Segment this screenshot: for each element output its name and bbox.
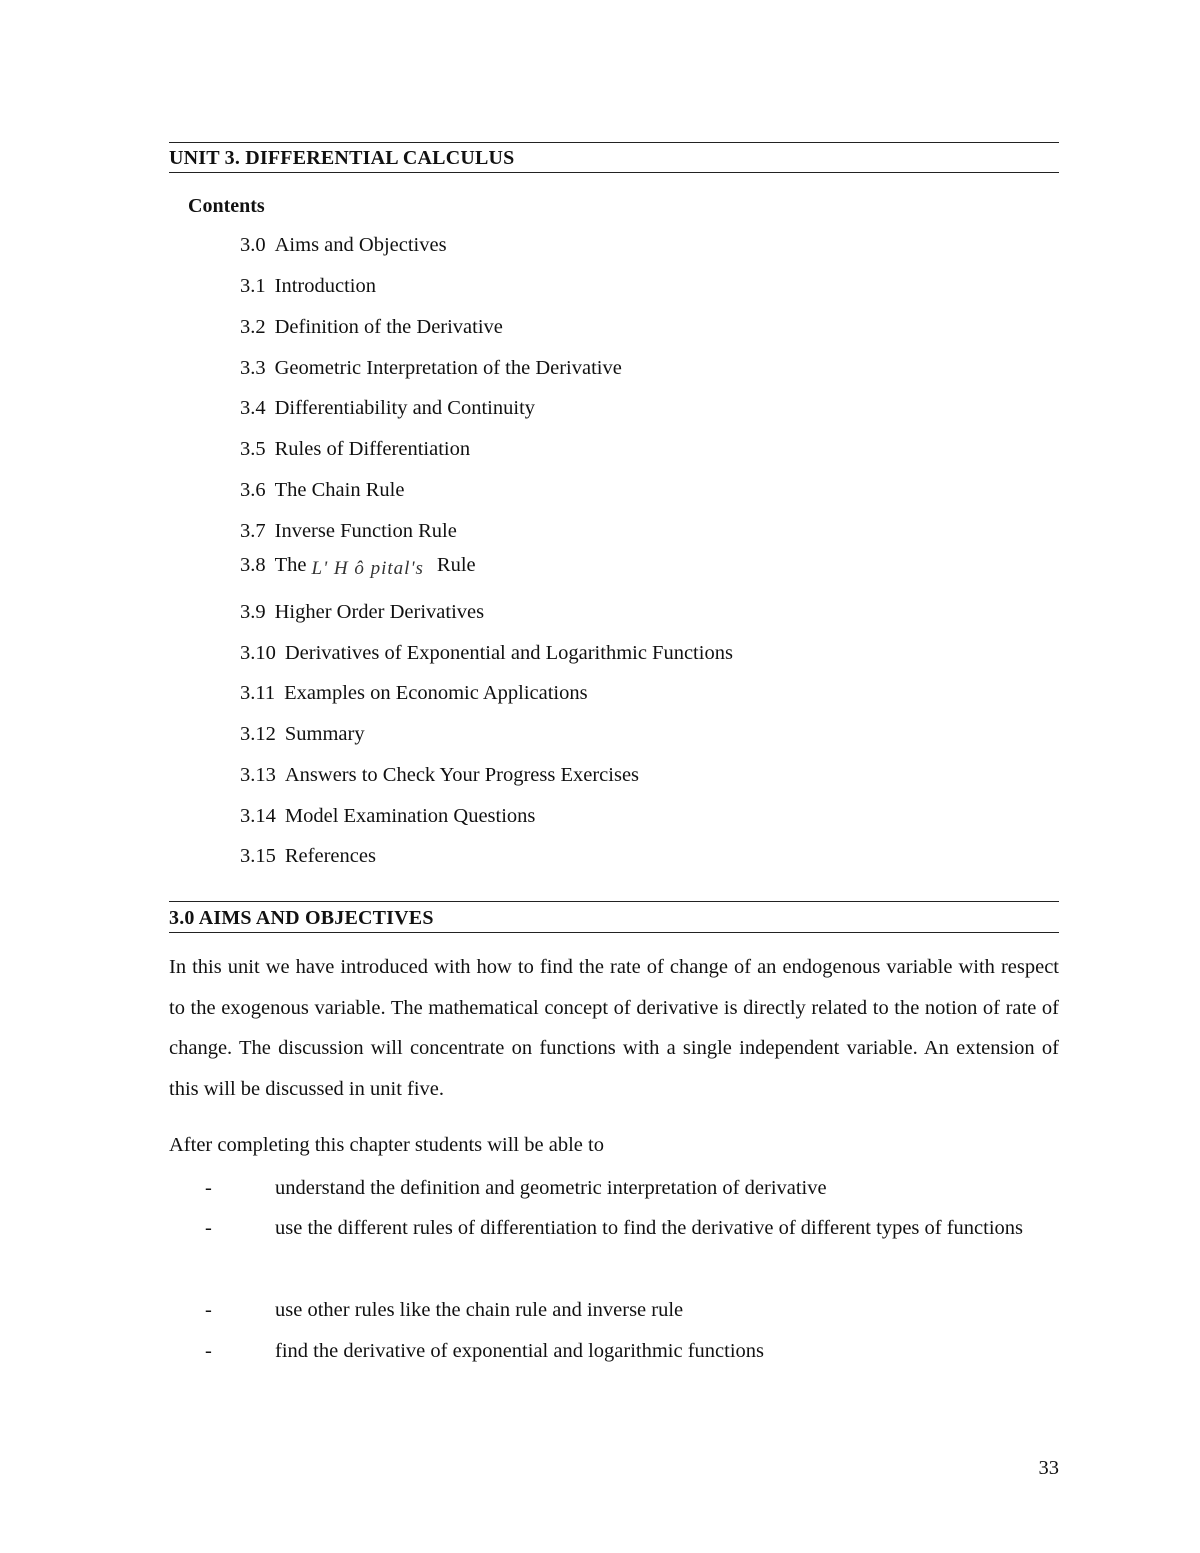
toc-number: 3.8 <box>240 554 266 576</box>
toc-number: 3.3 <box>240 357 266 379</box>
toc-title: Definition of the Derivative <box>274 316 503 338</box>
toc-number: 3.11 <box>240 682 276 704</box>
bullet-dash: - <box>205 1177 212 1199</box>
toc-item-3-2 <box>240 316 503 339</box>
toc-item-3-12 <box>240 723 365 746</box>
toc-item-3-14 <box>240 805 535 828</box>
toc-number: 3.5 <box>240 438 266 460</box>
toc-item-3-10 <box>240 642 733 665</box>
toc-number: 3.15 <box>240 845 276 867</box>
contents-label: Contents <box>188 195 265 217</box>
toc-item-3-6 <box>240 479 404 502</box>
toc-number: 3.9 <box>240 601 266 623</box>
list-item <box>205 1208 1059 1249</box>
toc-title: Differentiability and Continuity <box>274 397 536 419</box>
toc-title: Model Examination Questions <box>284 805 536 827</box>
toc-number: 3.1 <box>240 275 266 297</box>
toc-number: 3.10 <box>240 642 276 664</box>
unit-heading: UNIT 3. DIFFERENTIAL CALCULUS <box>169 147 515 169</box>
top-rule-lower <box>169 172 1059 173</box>
bullet-text: understand the definition and geometric interpretation of derivative <box>275 1177 827 1199</box>
toc-item-3-5 <box>240 438 470 461</box>
toc-title: Answers to Check Your Progress Exercises <box>284 764 640 786</box>
toc-number: 3.6 <box>240 479 266 501</box>
list-item <box>205 1168 1059 1209</box>
toc-item-3-13 <box>240 764 639 787</box>
toc-number: 3.4 <box>240 397 266 419</box>
toc-item-3-9 <box>240 601 484 624</box>
lhopital-math: L' H ô pital's <box>311 558 424 579</box>
section-heading: 3.0 AIMS AND OBJECTIVES <box>169 907 434 929</box>
toc-item-3-4 <box>240 397 535 420</box>
bullet-dash: - <box>205 1299 212 1321</box>
toc-item-3-0 <box>240 234 447 257</box>
toc-item-3-1 <box>240 275 376 298</box>
bullet-text: use the different rules of differentiation to find the derivative of different types of functions <box>275 1217 1024 1239</box>
toc-number: 3.13 <box>240 764 276 786</box>
toc-title: References <box>284 845 376 867</box>
toc-number: 3.12 <box>240 723 276 745</box>
list-item <box>205 1331 1059 1372</box>
toc-title: Higher Order Derivatives <box>274 601 485 623</box>
toc-number: 3.14 <box>240 805 276 827</box>
toc-title: Summary <box>284 723 365 745</box>
toc-title-suffix: Rule <box>436 554 476 576</box>
toc-title: Derivatives of Exponential and Logarithmic Functions <box>284 642 733 664</box>
toc-title: Geometric Interpretation of the Derivative <box>274 357 622 379</box>
bullet-dash: - <box>205 1217 212 1239</box>
list-item <box>205 1290 1059 1331</box>
objectives-lead-in: After completing this chapter students will be able to <box>169 1134 604 1156</box>
section-rule-lower <box>169 932 1059 933</box>
toc-title: Examples on Economic Applications <box>284 682 588 704</box>
bullet-dash: - <box>205 1340 212 1362</box>
toc-number: 3.2 <box>240 316 266 338</box>
toc-number: 3.0 <box>240 234 266 256</box>
page-number: 33 <box>1038 1457 1059 1479</box>
bullet-text: use other rules like the chain rule and inverse rule <box>275 1299 684 1321</box>
toc-item-3-7 <box>240 520 457 543</box>
toc-number: 3.7 <box>240 520 266 542</box>
toc-title-prefix: The <box>274 554 307 576</box>
toc-item-3-3 <box>240 357 622 380</box>
toc-title: Aims and Objectives <box>274 234 447 256</box>
toc-title: Rules of Differentiation <box>274 438 471 460</box>
top-rule-upper <box>169 142 1059 143</box>
bullet-text: find the derivative of exponential and logarithmic functions <box>275 1340 765 1362</box>
toc-title: The Chain Rule <box>274 479 405 501</box>
toc-item-3-8 <box>240 554 476 577</box>
toc-title: Inverse Function Rule <box>274 520 457 542</box>
intro-paragraph: In this unit we have introduced with how to find the rate of change of an endogenous variable with respect to the exogenous variable. The mathematical concept of derivative is directly related to the notion of rate of change. The discussion will concentrate on functions with a single independent variable. An extension of this will be discussed in unit five. <box>169 956 1059 1100</box>
toc-title: Introduction <box>274 275 376 297</box>
toc-item-3-11 <box>240 682 588 705</box>
toc-item-3-15 <box>240 845 376 868</box>
section-rule-upper <box>169 901 1059 902</box>
